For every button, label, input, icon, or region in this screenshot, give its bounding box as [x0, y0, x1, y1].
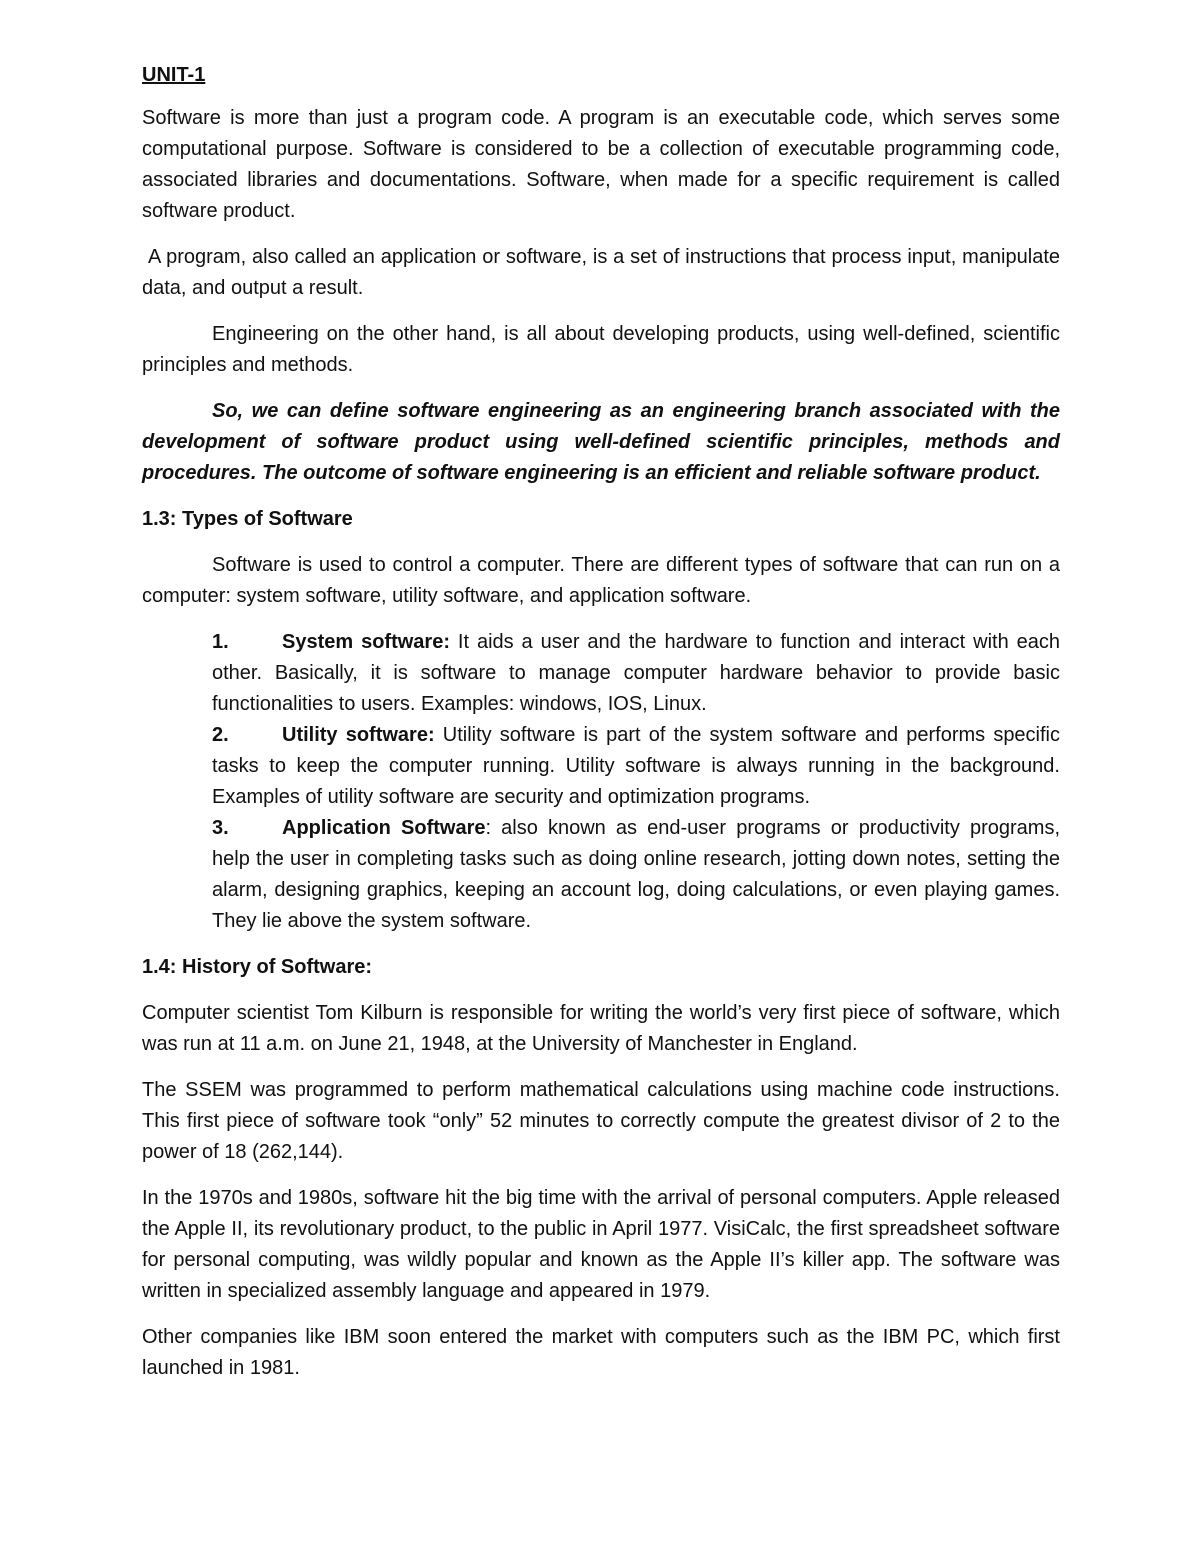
- intro-paragraph-2: A program, also called an application or software, is a set of instructions that process input, manipulate data, and output a result.: [142, 246, 1060, 299]
- list-item-term: System software:: [282, 631, 450, 653]
- list-item-number: 2.: [212, 724, 229, 746]
- intro-paragraph-3: Engineering on the other hand, is all about developing products, using well-defined, scientific principles and methods.: [142, 323, 1060, 376]
- list-item-text: : also known as end-user programs or productivity programs, help the user in completing tasks such as doing online research, jotting down notes, setting the alarm, designing graphics, keeping an account log, doing calculations, or even playing games. They lie above the system software.: [212, 817, 1061, 932]
- list-item: [212, 720, 1060, 813]
- list-item-number: 1.: [212, 631, 229, 653]
- types-intro-paragraph: Software is used to control a computer. There are different types of software that can run on a computer: system software, utility software, and application software.: [142, 554, 1060, 607]
- intro-paragraph-1: Software is more than just a program code. A program is an executable code, which serves some computational purpose. Software is considered to be a collection of executable programming code, associated libraries and documentations. Software, when made for a specific requirement is called software product.: [142, 107, 1060, 222]
- history-paragraph-2: The SSEM was programmed to perform mathematical calculations using machine code instructions. This first piece of software took “only” 52 minutes to correctly compute the greatest divisor of 2 to the power of 18 (262,144).: [142, 1079, 1060, 1163]
- list-item-term: Utility software:: [282, 724, 435, 746]
- history-paragraph-1: Computer scientist Tom Kilburn is responsible for writing the world’s very first piece of software, which was run at 11 a.m. on June 21, 1948, at the University of Manchester in England.: [142, 1002, 1060, 1055]
- history-paragraph-3: In the 1970s and 1980s, software hit the big time with the arrival of personal computers. Apple released the Apple II, its revolutionary product, to the public in April 1977. VisiCalc, the first spreadsheet software for personal computing, was wildly popular and known as the Apple II’s killer app. The software was written in specialized assembly language and appeared in 1979.: [142, 1187, 1060, 1302]
- types-list: [142, 627, 1060, 937]
- document-page: [142, 60, 1060, 1399]
- list-item-term: Application Software: [282, 817, 486, 839]
- list-item-number: 3.: [212, 817, 229, 839]
- list-item: [212, 627, 1060, 720]
- page-title: UNIT-1: [142, 64, 206, 86]
- section-heading-history: 1.4: History of Software:: [142, 956, 373, 978]
- list-item-text: Utility software is part of the system software and performs specific tasks to keep the computer running. Utility software is always running in the background. Examples of utility software are security and optimization programs.: [212, 724, 1061, 808]
- section-heading-types: 1.3: Types of Software: [142, 508, 353, 530]
- list-item-text: It aids a user and the hardware to function and interact with each other. Basically, it is software to manage computer hardware behavior to provide basic functionalities to users. Examples: windows, IOS, Linux.: [212, 631, 1060, 715]
- list-item: [212, 813, 1060, 937]
- definition-paragraph: So, we can define software engineering as an engineering branch associated with the development of software product using well-defined scientific principles, methods and procedures. The outcome of software engineering is an efficient and reliable software product.: [142, 400, 1060, 484]
- history-paragraph-4: Other companies like IBM soon entered the market with computers such as the IBM PC, which first launched in 1981.: [142, 1326, 1060, 1379]
